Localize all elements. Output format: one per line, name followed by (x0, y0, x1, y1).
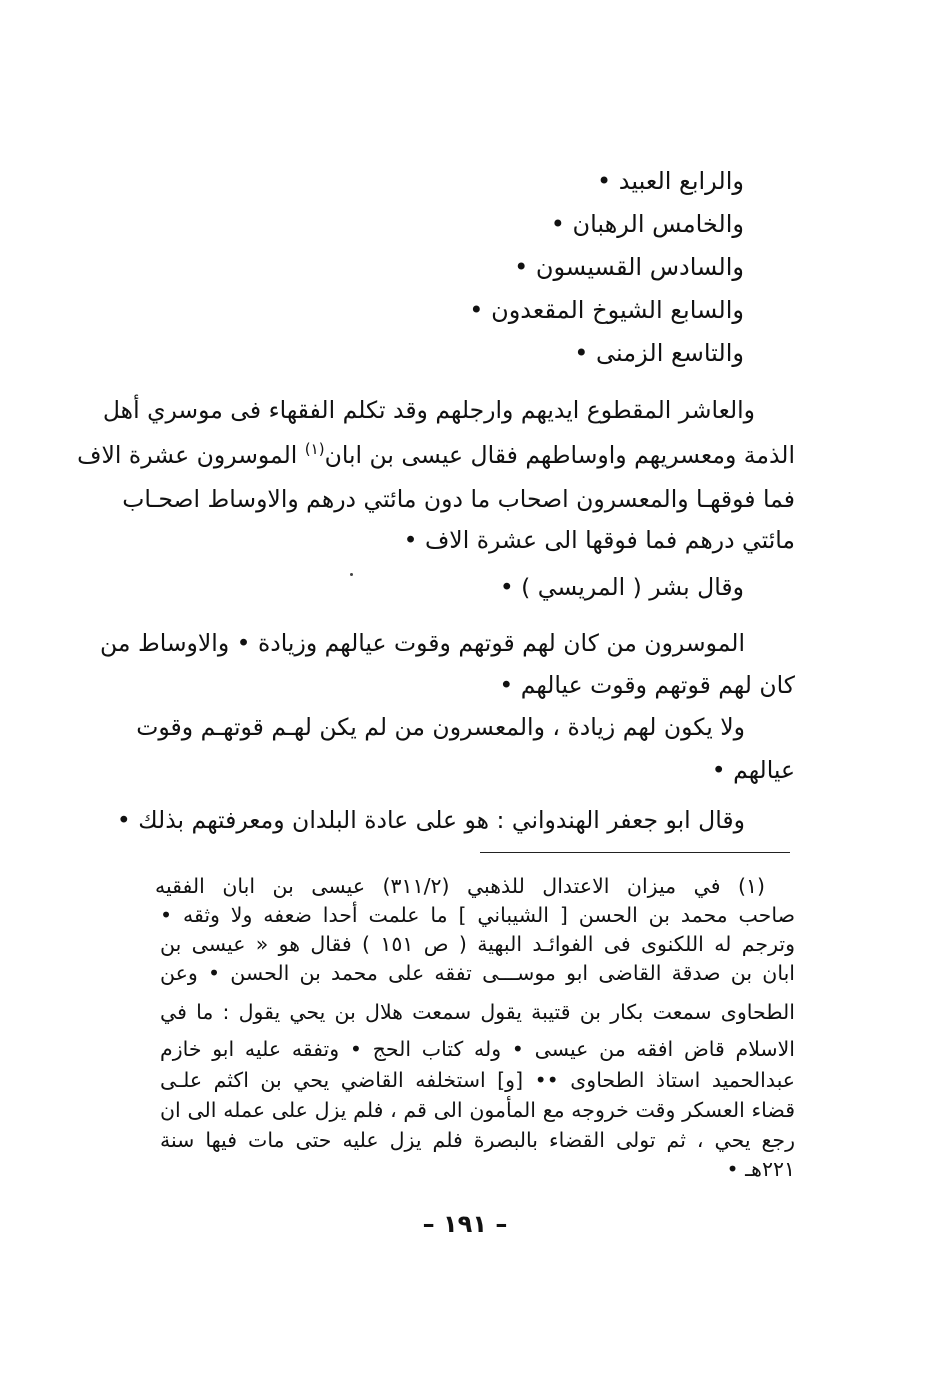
paragraph-2: وقال بشر ( المريسي ) • (499, 573, 744, 601)
footnote-line-8: قضاء العسكر وقت خروجه مع المأمون الى قم ، فلم يزل على عمله الى ان (160, 1098, 795, 1122)
paragraph-3-line-1: الموسرون من كان لهم قوتهم وقوت عيالهم وزيادة • والاوساط من (100, 629, 745, 657)
footnote-reference: (١) (304, 440, 325, 459)
list-item-seventh: والسابع الشيوخ المقعدون • (469, 296, 744, 324)
footnote-line-7: عبدالحميد استاذ الطحاوى •• [و] استخلفه القاضي يحي بن اكثم علـى (160, 1068, 795, 1092)
footnote-line-3: وترجم له اللكنوى فى الفوائـد البهية ( ص ١٥١ ) فقال هو « عيسى بن (160, 932, 796, 956)
list-item-fifth: والخامس الرهبان • (550, 210, 744, 238)
paragraph-1-line-4: مائتي درهم فما فوقها الى عشرة الاف • (403, 526, 795, 554)
footnote-line-1: (١) في ميزان الاعتدال للذهبي (٣١١/٢) عيسى بن ابان الفقيه (155, 874, 765, 898)
footnote-separator (480, 852, 790, 853)
paragraph-1-line-2 (77, 440, 795, 476)
paragraph-4-line-2: عيالهم • (711, 756, 795, 784)
paragraph-1-line-2-end: الموسرون عشرة الاف (77, 441, 305, 469)
paragraph-1-line-2-start: الذمة ومعسريهم واوساطهم فقال عيسى بن ابان (324, 441, 795, 469)
footnote-line-10: ٢٢١هـ • (726, 1157, 795, 1181)
paragraph-1-line-3: فما فوقهـا والمعسرون اصحاب ما دون مائتي درهم والاوساط اصحـاب (122, 485, 795, 513)
footnote-line-6: الاسلام قاض افقه من عيسى • وله كتاب الحج • وتفقه عليه ابو خازم (160, 1037, 795, 1061)
list-item-fourth: والرابع العبيد • (597, 167, 744, 195)
paragraph-3-line-2: كان لهم قوتهم وقوت عيالهم • (499, 671, 795, 699)
footnote-line-4: ابان بن صدقة القاضى ابو موســـى تفقه على محمد بن الحسن • وعن (160, 961, 795, 985)
page-number: – ١٩١ – (422, 1210, 508, 1238)
paragraph-5: وقال ابو جعفر الهندواني : هو على عادة البلدان ومعرفتهم بذلك • (116, 806, 745, 834)
footnote-line-2: صاحب محمد بن الحسن [ الشيباني ] ما علمت أحدا ضعفه ولا وثقه • (160, 903, 795, 927)
footnote-line-9: رجع يحي ، ثم تولى القضاء بالبصرة فلم يزل عليه حتى مات فيها سنة (160, 1128, 795, 1152)
footnote-line-5: الطحاوى سمعت بكار بن قتيبة يقول سمعت هلال بن يحي يقول : ما في (160, 1000, 795, 1024)
paragraph-1-line-1: والعاشر المقطوع ايديهم وارجلهم وقد تكلم الفقهاء فى موسري أهل (102, 396, 755, 424)
paragraph-4-line-1: ولا يكون لهم زيادة ، والمعسرون من لم يكن لهـم قوتهـم وقوت (136, 713, 745, 741)
list-item-ninth: والتاسع الزمنى • (574, 339, 744, 367)
list-item-sixth: والسادس القسيسون • (514, 253, 744, 281)
enumerated-list (224, 160, 744, 375)
